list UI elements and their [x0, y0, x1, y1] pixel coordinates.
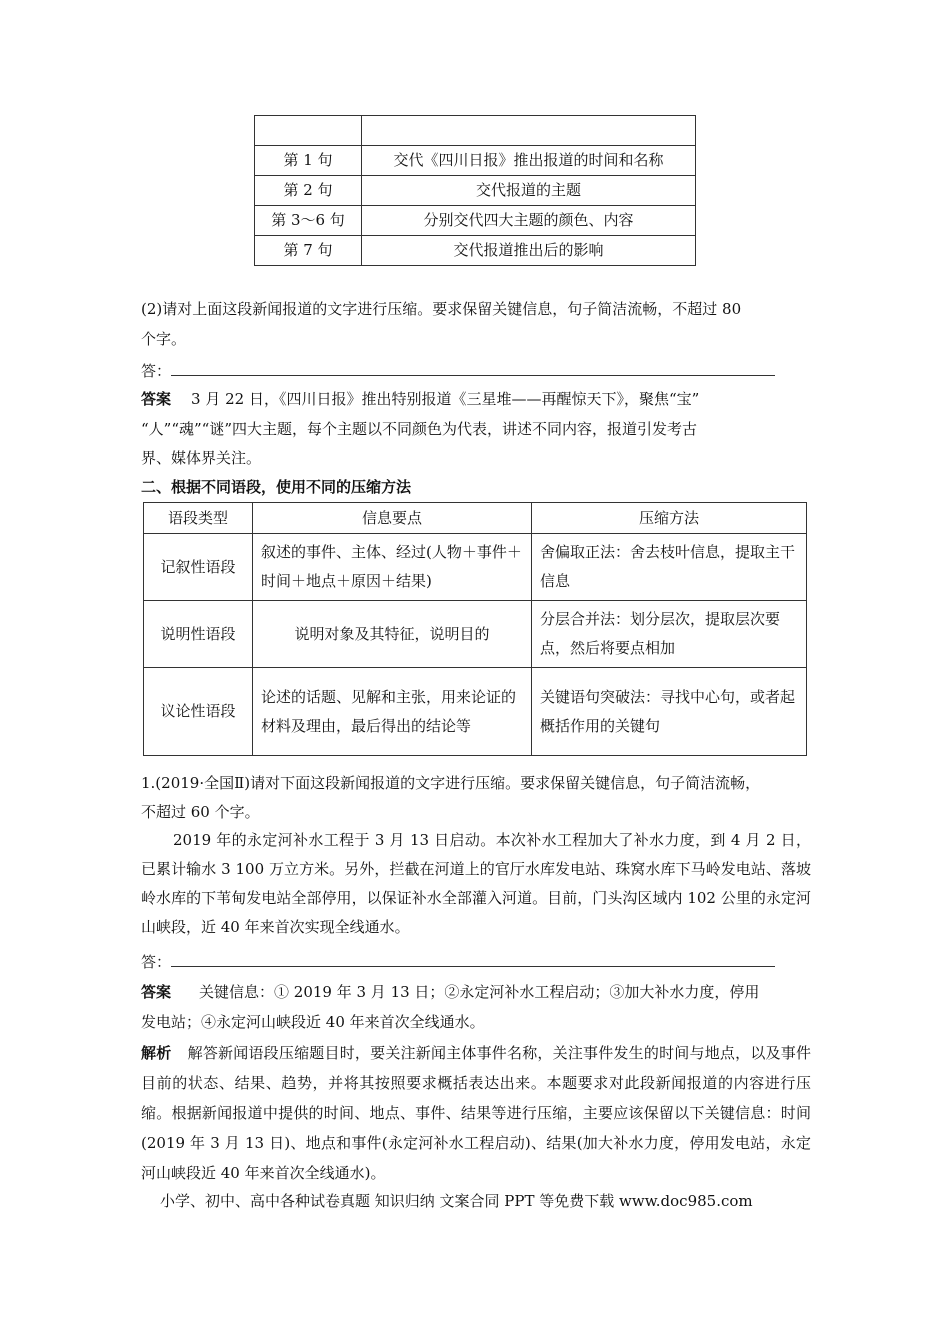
column-header: 信息要点 — [253, 503, 532, 534]
table-cell: 分别交代四大主题的颜色、内容 — [362, 206, 696, 236]
table-cell: 第 1 句 — [255, 146, 362, 176]
table-cell: 第 2 句 — [255, 176, 362, 206]
table-cell: 第 7 句 — [255, 236, 362, 266]
table-header-row — [144, 503, 807, 534]
table-cell: 议论性语段 — [144, 668, 253, 756]
news-passage: 2019 年的永定河补水工程于 3 月 13 日启动。本次补水工程加大了补水力度，到 4 月 2 日，已累计输水 3 100 万立方米。另外，拦截在河道上的官厅水库发电站、珠窝水库下马岭发电站、落坡岭水库的下苇甸发电站全部停用，以保证补水全部灌入河道。目前，门头沟区域内 102 公里的永定河山峡段，近 40 年来首次实现全线通水。 — [141, 831, 811, 936]
answer-prompt-label: 答： — [141, 362, 172, 380]
answer-prompt-label: 答： — [141, 953, 172, 971]
sentence-structure-table — [254, 115, 696, 266]
table-cell: 第 3～6 句 — [255, 206, 362, 236]
section-heading: 二、根据不同语段，使用不同的压缩方法 — [141, 478, 412, 496]
answer-text: 关键信息：① 2019 年 3 月 13 日；②永定河补水工程启动；③加大补水力度，停用 — [199, 983, 760, 1001]
answer-1-line-3: 界、媒体界关注。 — [141, 449, 262, 467]
table-cell: 交代《四川日报》推出报道的时间和名称 — [362, 146, 696, 176]
table-row — [255, 176, 696, 206]
analysis-paragraph — [141, 1038, 811, 1188]
answer-prompt — [141, 356, 775, 386]
question-2-line-1: (2)请对上面这段新闻报道的文字进行压缩。要求保留关键信息，句子简洁流畅，不超过 80 — [141, 300, 742, 318]
analysis-label: 解析 — [141, 1044, 172, 1062]
table-cell: 分层合并法：划分层次，提取层次要点，然后将要点相加 — [532, 601, 807, 668]
table-cell: 交代报道推出后的影响 — [362, 236, 696, 266]
answer-1-line-1 — [141, 384, 699, 414]
answer-text: 3 月 22 日，《四川日报》推出特别报道《三星堆——再醒惊天下》，聚焦“宝” — [191, 390, 700, 408]
answer-2-line-1 — [141, 977, 759, 1007]
table-cell: 舍偏取正法：舍去枝叶信息，提取主干信息 — [532, 534, 807, 601]
exercise-1-line-2: 不超过 60 个字。 — [141, 803, 260, 821]
answer-label: 答案 — [141, 390, 172, 408]
answer-blank-line — [171, 361, 775, 376]
table-cell: 记叙性语段 — [144, 534, 253, 601]
table-cell: 论述的话题、见解和主张，用来论证的材料及理由，最后得出的结论等 — [253, 668, 532, 756]
answer-blank-line — [171, 952, 775, 967]
answer-prompt — [141, 947, 775, 977]
table-row — [144, 601, 807, 668]
answer-label: 答案 — [141, 983, 172, 1001]
table-row — [144, 668, 807, 756]
page-footer: 小学、初中、高中各种试卷真题 知识归纳 文案合同 PPT 等免费下载 www.doc985.com — [160, 1192, 753, 1210]
table-row — [255, 206, 696, 236]
column-header: 压缩方法 — [532, 503, 807, 534]
answer-1-line-2: “人”“魂”“谜”四大主题，每个主题以不同颜色为代表，讲述不同内容，报道引发考古 — [141, 420, 698, 438]
question-2-line-2: 个字。 — [141, 330, 187, 348]
table-cell: 交代报道的主题 — [362, 176, 696, 206]
table-cell: 说明性语段 — [144, 601, 253, 668]
answer-2-line-2: 发电站；④永定河山峡段近 40 年来首次全线通水。 — [141, 1013, 485, 1031]
table-row — [255, 146, 696, 176]
table-cell — [362, 116, 696, 146]
table-row — [255, 116, 696, 146]
table-row — [255, 236, 696, 266]
table-cell — [255, 116, 362, 146]
analysis-text: 解答新闻语段压缩题目时，要关注新闻主体事件名称，关注事件发生的时间与地点，以及事件目前的状态、结果、趋势，并将其按照要求概括表达出来。本题要求对此段新闻报道的内容进行压缩。根据新闻报道中提供的时间、地点、事件、结果等进行压缩，主要应该保留以下关键信息：时间(2019 年 3 月 13 日)、地点和事件(永定河补水工程启动)、结果(加大补水力度，停用发电站，永定河山峡段近 40 年来首次全线通水)。 — [141, 1044, 811, 1182]
table-row — [144, 534, 807, 601]
exercise-1-line-1: 1.(2019·全国Ⅱ)请对下面这段新闻报道的文字进行压缩。要求保留关键信息，句子简洁流畅， — [141, 774, 761, 792]
table-cell: 说明对象及其特征，说明目的 — [253, 601, 532, 668]
column-header: 语段类型 — [144, 503, 253, 534]
table-cell: 关键语句突破法：寻找中心句，或者起概括作用的关键句 — [532, 668, 807, 756]
compression-method-table — [143, 502, 807, 756]
table-cell: 叙述的事件、主体、经过(人物＋事件＋时间＋地点＋原因＋结果) — [253, 534, 532, 601]
